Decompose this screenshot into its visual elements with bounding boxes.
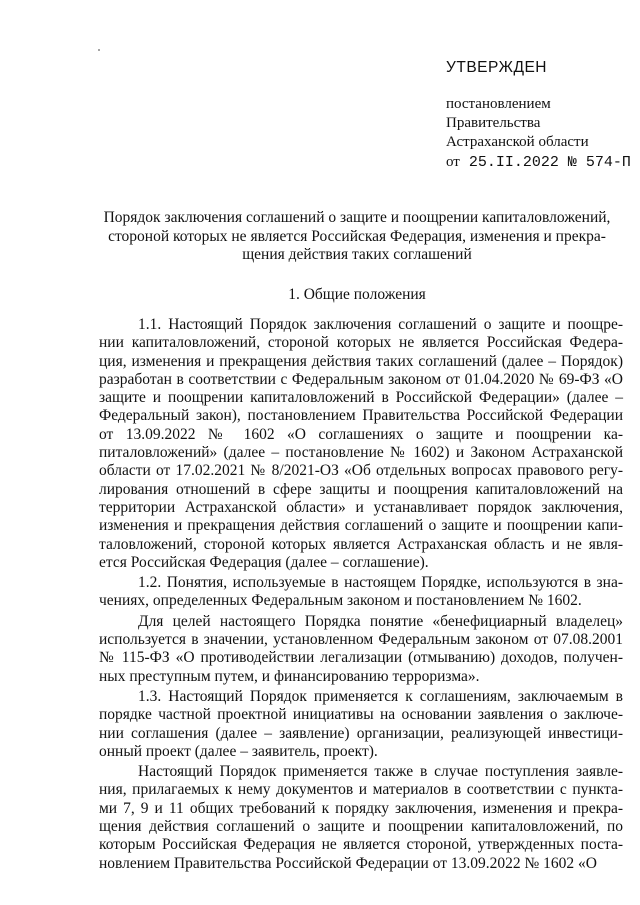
paragraph-application: Настоящий Порядок применяется также в случае поступления заявле-ния, прилагаемых к нему документов и материалов в соответствии с пункта-ми 7, 9 и 11 общих требований к порядку заключения, изменения и прекра-щения действия соглашений о защите и поощрении капиталовложений, по которым Российская Федерация не является стороной, утвержденных поста-новлением Правительства Российской Федерации от 13.09.2022 № 1602 «О (99, 763, 623, 872)
approval-line-2: Правительства (446, 115, 541, 131)
approval-date-prefix: от (446, 154, 460, 170)
document-body (99, 316, 623, 873)
approval-line-1: постановлением (446, 96, 551, 112)
paragraph-1-3: 1.3. Настоящий Порядок применяется к соглашениям, заключаемым в порядке частной проектной инициативы на основании заявления о заключе-нии соглашения (далее – заявление) организации, реализующей инвестици-онный проект (далее – заявитель, проект). (99, 687, 623, 760)
paragraph-1-2: 1.2. Понятия, используемые в настоящем Порядке, используются в зна-чениях, определенных Федеральным законом и постановлением № 1602. (99, 574, 623, 610)
approval-line-3: Астраханской области (446, 134, 589, 150)
scan-speck (98, 49, 100, 51)
approval-heading: УТВЕРЖДЕН (446, 59, 547, 76)
document-title: Порядок заключения соглашений о защите и поощрении капиталовложений, стороной которых не является Российская Федерация, изменения и прекра-щения действия таких соглашений (103, 209, 611, 263)
section-heading: 1. Общие положения (288, 286, 426, 303)
approval-stamp (446, 58, 636, 172)
approval-date-value: 25.II.2022 № 574-П (468, 154, 631, 171)
paragraph-1-1: 1.1. Настоящий Порядок заключения соглашений о защите и поощре-нии капиталовложений, стороной которых не является Российская Федера-ция, изменения и прекращения действия таких соглашений (далее – Порядок) разработан в соответствии с Федеральным законом от 01.04.2020 № 69-ФЗ «О защите и поощрении капиталовложений в Российской Федерации» (далее – Федеральный закон), постановлением Правительства Российской Федерации от 13.09.2022 № 1602 «О соглашениях о защите и поощрении ка-питаловложений» (далее – постановление № 1602) и Законом Астраханской области от 17.02.2021 № 8/2021-ОЗ «Об отдельных вопросах правового регу-лирования отношений в сфере защиты и поощрения капиталовложений на территории Астраханской области» и устанавливает порядок заключения, изменения и прекращения действия соглашений о защите и поощрении капи-таловложений, стороной которых является Астраханская область и не явля-ется Российская Федерация (далее – соглашение). (99, 316, 623, 571)
paragraph-beneficiary: Для целей настоящего Порядка понятие «бенефициарный владелец» используется в значении, установленном Федеральным законом от 07.08.2001 № 115-ФЗ «О противодействии легализации (отмыванию) доходов, получен-ных преступным путем, и финансированию терроризма». (99, 612, 623, 685)
approval-date-line (446, 153, 636, 172)
